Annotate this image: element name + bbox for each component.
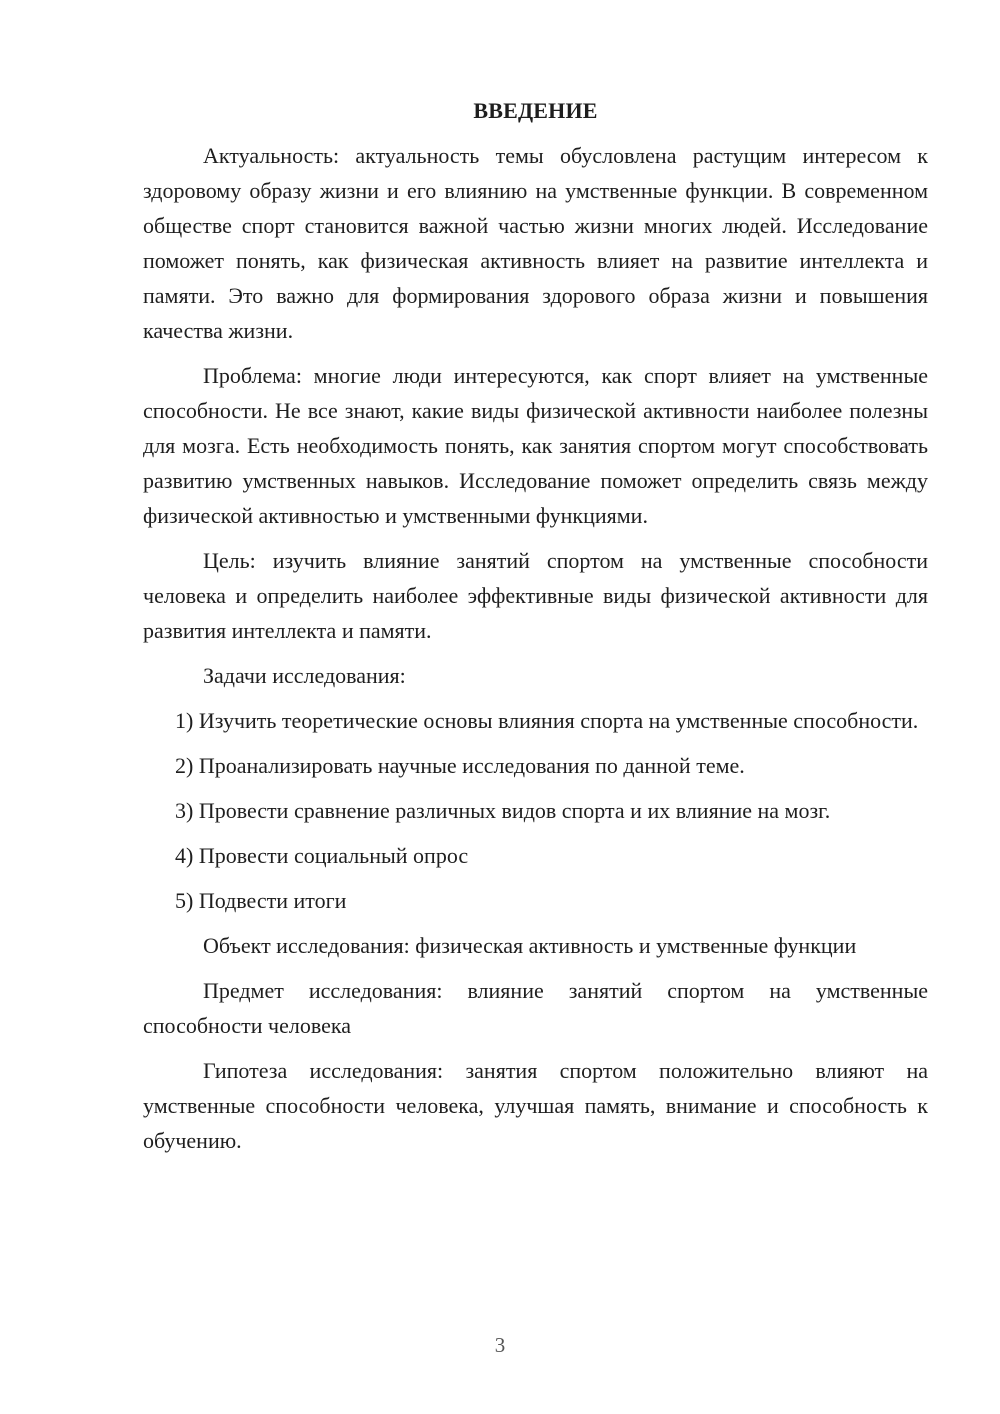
page-title: ВВЕДЕНИЕ — [473, 98, 598, 123]
object-paragraph: Объект исследования: физическая активность и умственные функции — [203, 933, 857, 958]
page-number: 3 — [494, 1333, 506, 1357]
problem-paragraph: Проблема: многие люди интересуются, как спорт влияет на умственные способности. Не все знают, какие виды физической активности наиболее полезны для мозга. Есть необходимость понять, как занятия спортом могут способствовать развитию умственных навыков. Исследование поможет определить связь между физической активностью и умственными функциями. — [143, 363, 928, 528]
relevance-paragraph: Актуальность: актуальность темы обусловлена растущим интересом к здоровому образу жизни и его влиянию на умственные функции. В современном обществе спорт становится важной частью жизни многих людей. Исследование поможет понять, как физическая активность влияет на развитие интеллекта и памяти. Это важно для формирования здорового образа жизни и повышения качества жизни. — [143, 143, 928, 343]
goal-paragraph: Цель: изучить влияние занятий спортом на умственные способности человека и определить наиболее эффективные виды физической активности для развития интеллекта и памяти. — [143, 548, 928, 643]
task-item-3: 3) Провести сравнение различных видов спорта и их влияние на мозг. — [175, 798, 831, 823]
page-content — [143, 93, 928, 1168]
task-item-2: 2) Проанализировать научные исследования по данной теме. — [175, 753, 745, 778]
task-item-1: 1) Изучить теоретические основы влияния спорта на умственные способности. — [175, 708, 919, 733]
tasks-heading: Задачи исследования: — [203, 663, 406, 688]
subject-paragraph: Предмет исследования: влияние занятий спортом на умственные способности человека — [143, 978, 928, 1038]
task-item-5: 5) Подвести итоги — [175, 888, 347, 913]
task-item-4: 4) Провести социальный опрос — [175, 843, 469, 868]
hypothesis-paragraph: Гипотеза исследования: занятия спортом положительно влияют на умственные способности человека, улучшая память, внимание и способность к обучению. — [143, 1058, 928, 1153]
